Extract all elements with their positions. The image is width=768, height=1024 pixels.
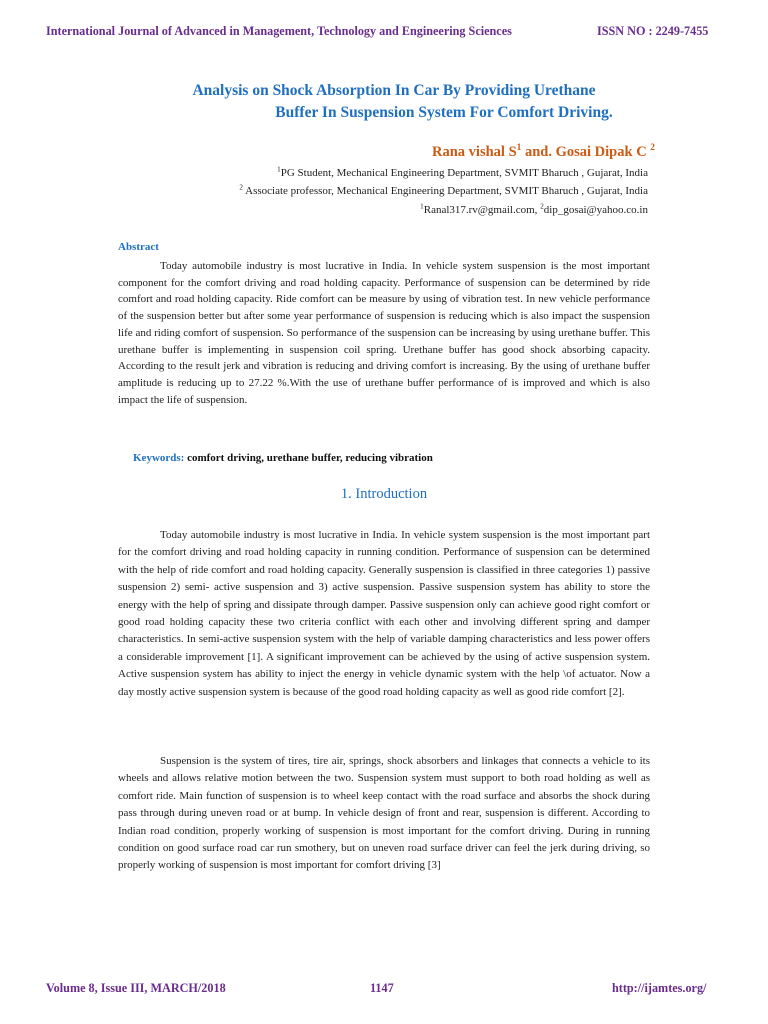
keywords-label: Keywords:	[133, 452, 188, 464]
author-joiner: and.	[521, 144, 556, 160]
affiliation-1	[277, 167, 648, 179]
keywords-line	[133, 452, 433, 464]
author-1-name: Rana vishal S	[432, 144, 517, 160]
email-2: dip_gosai@yahoo.co.in	[543, 204, 648, 216]
journal-name: International Journal of Advanced in Management, Technology and Engineering Sciences	[46, 24, 512, 38]
keywords-text: comfort driving, urethane buffer, reducing vibration	[187, 452, 433, 464]
issn-number: ISSN NO : 2249-7455	[597, 24, 709, 38]
affiliation-1-marker: 1	[277, 165, 281, 174]
author-2-name: Gosai Dipak C	[555, 144, 651, 160]
email-2-marker: 2	[540, 202, 544, 211]
paper-title	[0, 80, 768, 124]
page-number: 1147	[370, 981, 394, 995]
affiliation-2-marker: 2	[239, 183, 243, 192]
introduction-paragraph-1: Today automobile industry is most lucrative in India. In vehicle system suspension is the most important part for the comfort driving and road holding capacity in running condition. Performance of suspension can be determined with the help of ride comfort and road holding capacity. Generally suspension is classified in three categories 1) passive suspension 2) semi- active suspension and 3) active suspension. Passive suspension system has ability to store the energy with the help of spring and dissipate through damper. Passive suspension only can achieve good right comfort or good road holding capacity these two criteria conflict with each other and involving different spring and damper characteristics. In semi-active suspension system with the help of variable damping characteristics and less power offers a considerable improvement [1]. A significant improvement can be achieved by the using of active suspension system. Active suspension system has ability to inject the energy in vehicle dynamic system with the help \of actuator. Now a day mostly active suspension system is because of the good road holding capacity as well as good ride comfort [2].	[118, 529, 650, 698]
affiliation-2	[239, 185, 648, 197]
introduction-paragraph-2: Suspension is the system of tires, tire air, springs, shock absorbers and linkages that connects a vehicle to its wheels and allows relative motion between the two. Suspension system must support to both road holding as well as comfort ride. Main function of suspension is to wheel keep contact with the road surface and absorbs the shock during pass through during uneven road or at bump. In vehicle design of front and rear, suspension is different. According to Indian road condition, properly working of suspension is most important for the comfort driving. During in running condition on good surface road car run smothery, but on uneven road surface driver can feel the jerk during driving, so properly working of suspension is most important for comfort driving [3]	[118, 755, 650, 872]
abstract-heading: Abstract	[118, 241, 159, 253]
paper-title-line-1: Analysis on Shock Absorption In Car By Providing Urethane	[192, 82, 596, 99]
author-1-marker: 1	[516, 143, 522, 154]
abstract-body: Today automobile industry is most lucrative in India. In vehicle system suspension is the most important component for the comfort driving and road holding capacity. Performance of suspension can be determined by ride comfort and road holding capacity. Ride comfort can be measure by using of vibration test. In new vehicle performance of the suspension better but after some year performance of suspension is reducing which is also impact the suspension life and riding comfort of suspension. So performance of the suspension can be increasing by using urethane buffer. This urethane buffer is implementing in suspension coil spring. Urethane buffer has good shock absorbing capacity. According to the result jerk and vibration is reducing and driving comfort is increasing. By the using of urethane buffer amplitude is reducing up to 27.22 %.With the use of urethane buffer performance of is improved and which is also impact the life of suspension.	[118, 260, 650, 406]
paper-title-line-2: Buffer In Suspension System For Comfort Driving.	[275, 104, 613, 121]
author-list	[432, 144, 655, 161]
affiliation-1-text: PG Student, Mechanical Engineering Department, SVMIT Bharuch , Gujarat, India	[280, 167, 648, 179]
affiliation-2-text: Associate professor, Mechanical Engineering Department, SVMIT Bharuch , Gujarat, India	[242, 185, 648, 197]
journal-url: http://ijamtes.org/	[612, 981, 707, 995]
email-1: Ranal317.rv@gmail.com,	[423, 204, 541, 216]
volume-info: Volume 8, Issue III, MARCH/2018	[46, 981, 226, 995]
author-2-marker: 2	[650, 143, 655, 154]
email-1-marker: 1	[420, 202, 424, 211]
introduction-heading: 1. Introduction	[340, 486, 428, 502]
author-emails	[420, 204, 648, 216]
